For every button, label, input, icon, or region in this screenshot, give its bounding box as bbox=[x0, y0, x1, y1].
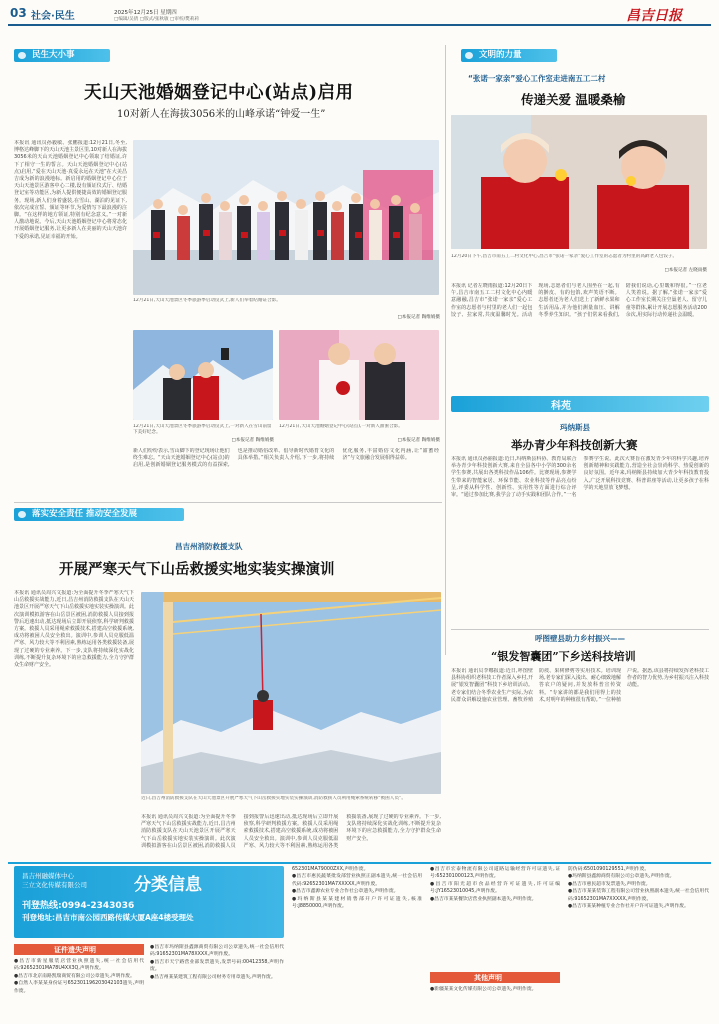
masthead-rule bbox=[8, 24, 711, 26]
rural-kicker: 呼图壁县助力乡村振兴—— bbox=[535, 634, 625, 643]
fire-body: 本报讯 通讯员周兴文报道:为全面提升冬季严寒天气下山岳救援实战能力,近日,昌吉州消防救援支队在天山天池景区开展严寒天气下山岳救援实地实装实操演训。此次演训模拟游客在山岳景区被困,消防救援人员接到报警后迅速出动,抵达现场后立即开展侦察,科学研判救援方案。救援人员采用绳索救援技术,搭建高空救援系统,成功将被困人员安全救出。演训中,参训人员克服低温严寒、风力较大等不利因素,熟练运用各类救援装备,展现了过硬的专业素养。下一步,支队将持续深化实战化训练,不断提升复杂环境下的应急救援能力,全力守护群众生命财产安全。 bbox=[14, 590, 134, 669]
civility-kicker: “张诺一家亲”爱心工作室走进南五工二村 bbox=[468, 74, 606, 83]
editor-line: □编辑/吴倩 □版式/张秋敏 □审校/樊莉莉 bbox=[114, 17, 199, 22]
column-tag-minsheng bbox=[14, 49, 110, 62]
section-name: 社会·民生 bbox=[31, 11, 75, 22]
paper-name-logo: 昌吉日报 bbox=[626, 8, 682, 24]
classified-banner bbox=[14, 866, 284, 938]
column-tag-safety bbox=[14, 508, 184, 521]
classified-col-c: ●昌吉市宏泰物流有限公司道路运输经营许可证遗失,证号:652301000123,声明作废。 ●昌吉市阳光超市食品经营许可证遗失,许可证编号:JY16523010045,声明作废。 ●昌吉市某某餐饮店营业执照副本遗失,声明作废。 bbox=[430, 867, 560, 902]
column-tag-civility-label: 文明的力量 bbox=[479, 50, 522, 60]
lost-notice-items: ●昌吉市新星服装店营业执照遗失,统一社会信用代码:92652301MA78U4XX3Q,声明作废。 ●昌吉市北京南路凯瑞商贸有限公司公章遗失,声明作废。 ●自然人李某某身份证号652301196203042103遗失,声明作废。 bbox=[14, 959, 144, 994]
page-number: 03 bbox=[10, 6, 27, 20]
divider-classified bbox=[8, 862, 711, 864]
lost-notice-title: 证件遗失声明 bbox=[54, 946, 96, 954]
science-header-band bbox=[451, 396, 709, 412]
science-body: 本报讯 通讯员孙丽报道:近日,玛纳斯县科协、教育局联合举办青少年科技创新大赛,来自全县各中小学的300余名学生参赛,共展出各类科技作品106件。比赛现场,参赛学生带来的智能家居、环保节能、农业科技等作品亮点纷呈,评委从科学性、创新性、实用性等方面进行综合评审。“通过参加比赛,我学会了动手实践和团队合作。”一名参赛学生说。此次大赛旨在激发青少年的科学兴趣,培养创新精神和实践能力,营造全社会崇尚科学、热爱创新的良好氛围。近年来,玛纳斯县持续加大青少年科技教育投入,广泛开展科技竞赛、科普讲座等活动,让更多孩子在科学的天地里放飞梦想。 bbox=[451, 456, 709, 499]
caption-main-photo: 12月21日,天山天池景区冬季旅游季启动仪式上,新人们举着结婚证合影。 bbox=[133, 298, 281, 303]
classified-media-center: 昌吉州融媒体中心 三立文化传媒有限公司 bbox=[22, 872, 87, 889]
divider-vertical-main bbox=[445, 45, 446, 655]
other-notice-title: 其他声明 bbox=[474, 974, 502, 982]
divider-lead-fire bbox=[14, 502, 442, 503]
science-kicker: 玛纳斯县 bbox=[560, 423, 590, 432]
lead-subhead: 10对新人在海拔3056米的山峰承诺“钟爱一生” bbox=[117, 109, 326, 120]
classified-title: 分类信息 bbox=[134, 875, 202, 895]
photo-couple-selfie-mountains bbox=[133, 330, 273, 420]
photo-couple-bouquet bbox=[279, 330, 439, 420]
divider-science-rural bbox=[451, 629, 709, 630]
civility-credit: □本报记者 左晓雨摄 bbox=[664, 268, 707, 273]
science-headline: 举办青少年科技创新大赛 bbox=[511, 438, 638, 452]
lost-notice-header bbox=[14, 944, 144, 955]
science-column-tag: 科苑 bbox=[551, 401, 571, 412]
classified-phone: 刊登热线:0994-2343036 bbox=[22, 901, 135, 911]
credit-left-photo: □本报记者 陶维娟摄 bbox=[231, 438, 274, 443]
date-line: 2025年12月25日 星期四 bbox=[114, 10, 177, 16]
fire-kicker: 昌吉州消防救援支队 bbox=[175, 542, 243, 551]
caption-left-photo: 12月21日,天山天池景区冬季旅游季启动仪式上,一对新人在雪山前留下美好纪念。 bbox=[133, 424, 272, 435]
photo-couples-with-certificates bbox=[133, 140, 439, 295]
fire-caption: 近日,昌吉州消防救援支队在天山天池景区开展严寒天气下山岳救援实地实装实操演训,消防救援人员利用绳索系统转移“被困人员”。 bbox=[141, 796, 406, 801]
masthead bbox=[0, 0, 719, 26]
other-notice-header bbox=[430, 972, 560, 983]
credit-right-photo: □本报记者 陶维娟摄 bbox=[397, 438, 440, 443]
classified-col-a: ●昌吉市玛纳斯县鑫源商贸有限公司公章遗失,统一社会信用代码:91652301MA78XXXX,声明作废。 ●昌吉市天宁路营业部发票遗失,发票号码:00412358,声明作废。 ●昌吉州某某建筑工程有限公司财务专用章遗失,声明作废。 bbox=[150, 945, 284, 980]
other-notice-items: ●新疆某某文化传媒有限公司公章遗失,声明作废。 bbox=[430, 987, 537, 992]
lead-body-left: 本报讯 通讯员孙毅敏、张鹏报道:12月21日,冬至,博格达峰脚下的天山天池主景区里,10对新人在海拔3056米的天山天池婚姻登记中心领取了结婚证,许下了相守一生的誓言。天山天池婚姻登记中心(站点)启用,“爱在天山天池·真爱永远在天池”在大美昌吉成为新的浪漫地标。新启用的婚姻登记中心位于天山天池景区游客中心二楼,设有颁证仪式厅、结婚登记室等功能区,为新人提供便捷高效的婚姻登记服务。现场,新人们身着盛装,在雪山、湖泊的见证下,依次完成宣誓、颁证等环节,为爱情写下最浪漫的注脚。“在这样的地方领证,特别有纪念意义。”一对新人激动地说。今后,天山天池婚姻登记中心将常态化开展婚姻登记服务,让更多新人在美丽的天山天池许下爱的承诺,见证幸福的开始。 bbox=[14, 140, 127, 240]
photo-volunteers-elders bbox=[451, 115, 707, 249]
rural-body: 本报讯 通讯员李娜报道:近日,呼图壁县科协组织老科技工作者深入乡村,开展“银发智囊团”科技下乡培训活动。老专家们结合冬季农业生产实际,为农民群众讲解设施农业管理、畜牧养殖防疫、果树修剪等实用技术。培训现场,老专家们深入浅出、耐心细致地解答农户的疑问,并发放科普宣传资料。“专家讲的都是我们用得上的技术,对明年的种植很有帮助。”一位种植户说。据悉,该县将持续发挥老科技工作者的智力优势,为乡村振兴注入科技动能。 bbox=[451, 668, 709, 703]
civility-body: 本报讯 记者左晓雨报道:12月20日下午,昌吉市南五工二村文化中心内暖意融融,昌吉市“张诺一家亲”爱心工作室的志愿者与村里的老人们一起包饺子、拉家常,共度温馨时光。活动现场,志愿者们与老人围坐在一起,有的擀皮、有的包馅,欢声笑语不断。志愿者还为老人们送上了新鲜水果和生活用品,并为他们测量血压、讲解冬季养生知识。“孩子们常来看我们,陪我们说话,心里暖和得很。”一位老人笑着说。据了解,“张诺一家亲”爱心工作室长期关注空巢老人、留守儿童等群体,累计开展志愿服务活动200余次,用实际行动传递社会温暖。 bbox=[451, 283, 707, 318]
lead-headline: 天山天池婚姻登记中心(站点)启用 bbox=[84, 83, 354, 103]
fire-body-continued: 本报讯 通讯员周兴文报道:为全面提升冬季严寒天气下山岳救援实战能力,近日,昌吉州消防救援支队在天山天池景区开展严寒天气下山岳救援实地实装实操演训。此次演训模拟游客在山岳景区被困,消防救援人员接到报警后迅速出动,抵达现场后立即开展侦察,科学研判救援方案。救援人员采用绳索救援技术,搭建高空救援系统,成功将被困人员安全救出。演训中,参训人员克服低温严寒、风力较大等不利因素,熟练运用各类救援装备,展现了过硬的专业素养。下一步,支队将持续深化实战化训练,不断提升复杂环境下的应急救援能力,全力守护群众生命财产安全。 bbox=[141, 814, 441, 849]
classified-col-e: 防伪码:6501090129551,声明作废。 ●玛纳斯县鑫源商贸有限公司公章遗失,声明作废。 ●昌吉市惠民超市发票遗失,声明作废。 ●昌吉市某某装饰工程有限公司营业执照副本遗失,统一社会信用代码:91652301MA7XXXXX,声明作废。 ●昌吉市某某种植专业合作社开户许可证遗失,声明作废。 bbox=[568, 867, 709, 910]
fire-headline: 开展严寒天气下山岳救援实地实装实操演训 bbox=[59, 561, 335, 578]
column-tag-civility bbox=[461, 49, 557, 62]
lead-body-right: 新人们纷纷表示,雪山脚下的登记现场让他们终生难忘。“天山天池婚姻登记中心(站点)的启用,是创新婚姻登记服务模式的有益探索,也是推动婚俗改革、倡导新时代婚育文化的具体举措。”相关负责人介绍,下一步,将持续优化服务,丰富婚俗文化内涵,让“甜蜜经济”与文旅融合发展相得益彰。 bbox=[133, 448, 439, 469]
column-tag-label: 民生大小事 bbox=[32, 50, 75, 60]
caption-right-photo: 12月21日,天山天池婚姻登记中心(站点),一对新人甜蜜合影。 bbox=[279, 424, 403, 429]
civility-headline: 传递关爱 温暖桑榆 bbox=[521, 92, 626, 107]
classified-col-b: 652301MA79000ZXX,声明作废。 ●昌吉市惠民蔬菜批发部营业执照正副本遗失,统一社会信用代码:92652301MA7XXXXX,声明作废。 ●昌吉市鑫源农业专业合作社公章遗失,声明作废。 ●玛纳斯县某某建材销售部开户许可证遗失,核准号:J8850000,声明作废。 bbox=[292, 867, 422, 910]
classified-address: 刊登地址:昌吉市南公园西路传媒大厦A座4楼受理处 bbox=[22, 913, 194, 922]
photo-mountain-rope-rescue bbox=[141, 592, 441, 794]
column-tag-safety-label: 落实安全责任 推动安全发展 bbox=[32, 509, 137, 519]
credit-main-photo: □本报记者 陶维娟摄 bbox=[397, 315, 440, 320]
civility-caption: 12月20日下午,昌吉市南五工二村文化中心,昌吉市“张诺一家亲”爱心工作室的志愿者为村里的高龄老人包饺子。 bbox=[451, 254, 678, 259]
rural-headline: “银发智囊团”下乡送科技培训 bbox=[491, 650, 636, 663]
